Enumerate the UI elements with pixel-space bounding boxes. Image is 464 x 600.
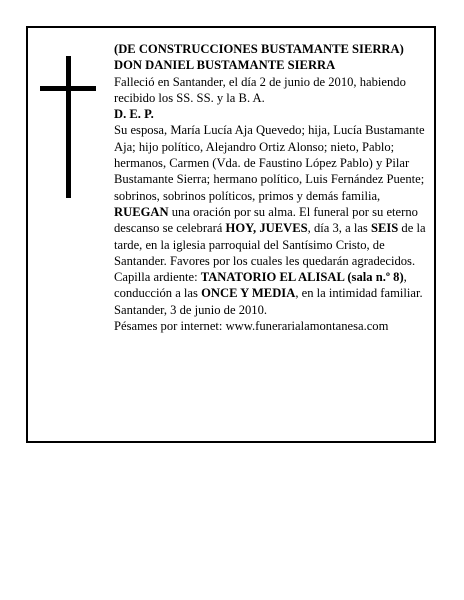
request-text-3: de la tarde, en la iglesia parroquial del Santísimo Cristo, de Santander. Favores por los cuales les quedarán agradecidos. Capilla ardiente: [114,221,426,285]
request-text-2: , día 3, a las [307,221,371,236]
request-text-1: una oración por su alma. El funeral por su eterno descanso se celebrará [114,204,418,236]
cross-icon [40,56,96,198]
rip-text: D. E. P. [114,107,154,122]
request-text-5: , en la intimidad familiar. [295,286,423,301]
obituary-text [114,41,430,334]
obituary-notice [26,26,436,443]
request-bold-tanatorio: TANATORIO EL ALISAL (sala n.º 8) [200,270,404,285]
company-line: (DE CONSTRUCCIONES BUSTAMANTE SIERRA) [114,42,404,56]
cross-horizontal-bar [40,86,96,91]
family-list: Su esposa, María Lucía Aja Quevedo; hija, Lucía Bustamante Aja; hijo político, Alejandro Ortiz Alonso; nieto, Pablo; hermanos, Carmen (Vda. de Faustino López Pablo) y Pilar Bustamante Sierra; hermano político, Luis Fernández Puente; sobrinos, sobrinos políticos, primos y demás familia, [114,123,425,203]
request-bold-day: HOY, JUEVES [225,221,308,236]
request-bold-ruegan: RUEGAN [114,204,169,219]
cross-vertical-bar [66,56,71,198]
death-info: Falleció en Santander, el día 2 de junio de 2010, habiendo recibido los SS. SS. y la B. A. [114,74,406,105]
request-bold-time: SEIS [370,221,399,236]
deceased-name: DON DANIEL BUSTAMANTE SIERRA [114,58,336,73]
request-bold-procession-time: ONCE Y MEDIA [201,286,296,301]
place-date: Santander, 3 de junio de 2010. [114,302,268,317]
condolences-line: Pésames por internet: www.funerarialamontanesa.com [114,319,389,334]
funeral-request [114,204,430,302]
request-text-4: , conducción a las [114,270,407,301]
